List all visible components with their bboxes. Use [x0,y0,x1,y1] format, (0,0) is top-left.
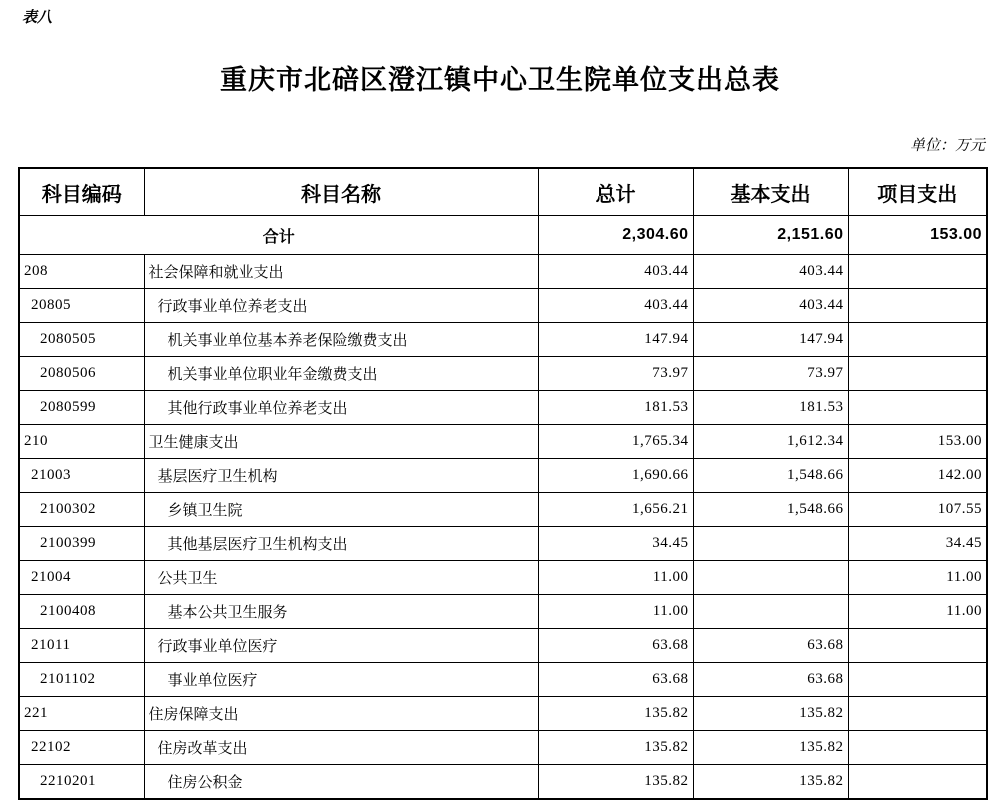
project-expenditure-cell [848,391,987,425]
total-cell: 147.94 [538,323,693,357]
basic-expenditure-cell: 135.82 [693,765,848,800]
basic-expenditure-cell: 63.68 [693,629,848,663]
table-row [19,357,987,391]
subject-code-cell: 2080599 [19,391,144,425]
subject-code-cell: 22102 [19,731,144,765]
project-expenditure-cell [848,357,987,391]
total-row-basic-value: 2,151.60 [693,216,848,255]
total-cell: 63.68 [538,663,693,697]
total-row-project-value: 153.00 [848,216,987,255]
subject-code-cell: 20805 [19,289,144,323]
basic-expenditure-cell: 73.97 [693,357,848,391]
project-expenditure-cell [848,731,987,765]
total-cell: 1,765.34 [538,425,693,459]
subject-name-cell: 住房公积金 [144,765,538,800]
table-row [19,561,987,595]
table-row [19,629,987,663]
subject-code-cell: 2100399 [19,527,144,561]
project-expenditure-cell [848,765,987,800]
total-cell: 34.45 [538,527,693,561]
basic-expenditure-cell: 1,548.66 [693,459,848,493]
subject-code-cell: 2101102 [19,663,144,697]
page-title: 重庆市北碚区澄江镇中心卫生院单位支出总表 [220,65,780,95]
subject-name-cell: 乡镇卫生院 [144,493,538,527]
total-row [19,216,987,255]
project-expenditure-cell: 11.00 [848,561,987,595]
basic-expenditure-cell: 403.44 [693,255,848,289]
project-expenditure-cell [848,289,987,323]
subject-name-cell: 基层医疗卫生机构 [144,459,538,493]
project-expenditure-cell: 11.00 [848,595,987,629]
total-cell: 403.44 [538,289,693,323]
col-header-basic-expenditure: 基本支出 [693,168,848,216]
table-row [19,697,987,731]
subject-name-cell: 基本公共卫生服务 [144,595,538,629]
total-cell: 135.82 [538,765,693,800]
table-row [19,255,987,289]
basic-expenditure-cell [693,561,848,595]
project-expenditure-cell: 142.00 [848,459,987,493]
subject-name-cell: 事业单位医疗 [144,663,538,697]
subject-code-cell: 2100408 [19,595,144,629]
subject-name-cell: 社会保障和就业支出 [144,255,538,289]
subject-code-cell: 210 [19,425,144,459]
subject-name-cell: 行政事业单位养老支出 [144,289,538,323]
subject-name-cell: 机关事业单位职业年金缴费支出 [144,357,538,391]
table-row [19,323,987,357]
table-row [19,765,987,800]
basic-expenditure-cell [693,595,848,629]
table-row [19,731,987,765]
project-expenditure-cell [848,629,987,663]
table-row [19,527,987,561]
table-number-label: 表八 [22,10,53,26]
basic-expenditure-cell: 1,548.66 [693,493,848,527]
subject-name-cell: 住房保障支出 [144,697,538,731]
subject-code-cell: 221 [19,697,144,731]
subject-name-cell: 机关事业单位基本养老保险缴费支出 [144,323,538,357]
basic-expenditure-cell: 63.68 [693,663,848,697]
basic-expenditure-cell: 147.94 [693,323,848,357]
project-expenditure-cell [848,697,987,731]
subject-name-cell: 行政事业单位医疗 [144,629,538,663]
table-row [19,493,987,527]
total-cell: 11.00 [538,595,693,629]
table-row [19,459,987,493]
col-header-subject-code: 科目编码 [19,168,144,216]
subject-code-cell: 21011 [19,629,144,663]
subject-name-cell: 其他行政事业单位养老支出 [144,391,538,425]
col-header-project-expenditure: 项目支出 [848,168,987,216]
total-cell: 11.00 [538,561,693,595]
basic-expenditure-cell: 135.82 [693,697,848,731]
subject-name-cell: 住房改革支出 [144,731,538,765]
subject-code-cell: 2080506 [19,357,144,391]
project-expenditure-cell [848,255,987,289]
project-expenditure-cell: 153.00 [848,425,987,459]
subject-name-cell: 卫生健康支出 [144,425,538,459]
total-cell: 403.44 [538,255,693,289]
table-row [19,289,987,323]
total-cell: 181.53 [538,391,693,425]
project-expenditure-cell: 34.45 [848,527,987,561]
total-row-label: 合计 [19,216,538,255]
col-header-subject-name: 科目名称 [144,168,538,216]
total-cell: 73.97 [538,357,693,391]
subject-code-cell: 21003 [19,459,144,493]
subject-name-cell: 公共卫生 [144,561,538,595]
project-expenditure-cell [848,663,987,697]
table-row [19,595,987,629]
project-expenditure-cell [848,323,987,357]
total-cell: 63.68 [538,629,693,663]
basic-expenditure-cell [693,527,848,561]
col-header-total: 总计 [538,168,693,216]
subject-code-cell: 2100302 [19,493,144,527]
total-cell: 1,690.66 [538,459,693,493]
total-row-total-value: 2,304.60 [538,216,693,255]
project-expenditure-cell: 107.55 [848,493,987,527]
header-row [19,168,987,216]
subject-code-cell: 21004 [19,561,144,595]
table-row [19,663,987,697]
total-cell: 135.82 [538,731,693,765]
basic-expenditure-cell: 1,612.34 [693,425,848,459]
total-cell: 135.82 [538,697,693,731]
basic-expenditure-cell: 181.53 [693,391,848,425]
total-cell: 1,656.21 [538,493,693,527]
expenditure-table [18,167,988,800]
subject-name-cell: 其他基层医疗卫生机构支出 [144,527,538,561]
unit-label: 单位：万元 [909,138,985,154]
subject-code-cell: 2080505 [19,323,144,357]
basic-expenditure-cell: 135.82 [693,731,848,765]
subject-code-cell: 208 [19,255,144,289]
table-row [19,391,987,425]
table-row [19,425,987,459]
subject-code-cell: 2210201 [19,765,144,800]
basic-expenditure-cell: 403.44 [693,289,848,323]
